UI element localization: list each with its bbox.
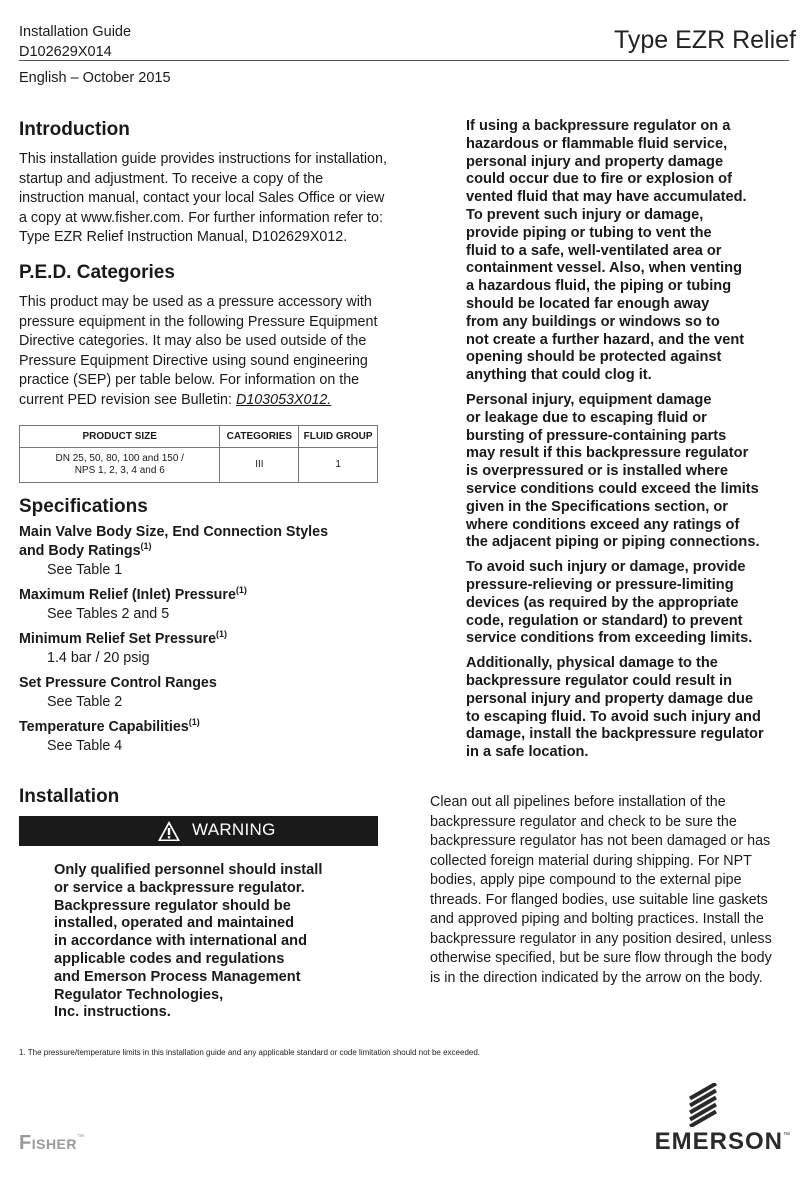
installation-heading: Installation [19,786,120,807]
clean-out-line: is in the direction indicated by the arrow on the body. [430,969,763,986]
footnote: 1. The pressure/temperature limits in this installation guide and any applicable standard or code limitation should not be exceeded. [19,1048,481,1057]
warning-line: Backpressure regulator should be [54,897,291,914]
footnote-ref: (1) [235,585,247,595]
footnote-ref: (1) [188,717,200,727]
warning-line: To avoid such injury or damage, provide [466,559,746,576]
bulletin-link[interactable]: D103053X012. [235,391,332,408]
warning-line: given in the Specifications section, or [466,498,728,515]
clean-out-line: backpressure regulator in any position desired, unless [430,930,772,947]
intro-line: instruction manual, contact your local Sales Office or view [19,190,385,206]
warning-line: containment vessel. Also, when venting [466,260,742,277]
warning-line: hazardous or flammable fluid service, [466,135,728,152]
warning-line: provide piping or tubing to vent the [466,224,712,241]
emerson-logo [655,1128,790,1156]
warning-line: vented fluid that may have accumulated. [466,189,747,206]
warning-label: WARNING [192,820,276,839]
ped-text [19,293,389,410]
warning-banner [19,816,378,846]
ped-line: This product may be used as a pressure accessory with [19,294,372,310]
spec-title [19,586,389,605]
table-header-product-size: PRODUCT SIZE [20,426,220,448]
spec-title-line2: and Body Ratings [19,543,141,559]
clean-out-line: Clean out all pipelines before installation of the [430,794,726,810]
clean-out-line: otherwise specified, but be sure flow through the body [430,950,772,966]
right-warning-text [466,118,796,762]
language-date: English – October 2015 [19,70,171,86]
warning-line: damage, install the backpressure regulator [466,726,764,743]
specifications-heading: Specifications [19,496,148,517]
warning-line: anything that could clog it. [466,367,652,384]
ped-table-header-row [20,426,378,448]
spec-value: See Tables 2 and 5 [47,606,170,622]
warning-line: personal injury and property damage [466,153,724,170]
spec-title [19,674,389,693]
clean-out-line: threads. For flanged bodies, use suitable line gaskets [430,891,768,908]
warning-line: to escaping fluid. To avoid such injury and [466,708,761,725]
ped-line [19,391,389,411]
warning-line: pressure-relieving or pressure-limiting [466,576,734,593]
intro-line: Type EZR Relief Instruction Manual, D102629X012. [19,229,348,245]
introduction-text [19,150,389,248]
warning-line: code, regulation or standard) to prevent [466,612,743,629]
warning-triangle-icon [157,819,181,843]
warning-line: Only qualified personnel should install [54,862,323,878]
warning-paragraph-2 [466,392,796,552]
trademark-mark: ™ [783,1132,790,1139]
warning-paragraph-1 [466,118,796,385]
warning-line: fluid to a safe, well-ventilated area or [466,242,722,259]
specifications-list [19,523,389,762]
warning-line: may result if this backpressure regulator [466,445,749,462]
intro-line: startup and adjustment. To receive a copy of the [19,170,324,187]
warning-line: devices (as required by the appropriate [466,594,739,611]
warning-line: should be located far enough away [466,295,710,312]
table-header-categories: CATEGORIES [220,426,299,448]
warning-line: opening should be protected against [466,349,722,366]
footnote-ref: (1) [140,541,152,551]
ped-line: pressure equipment in the following Pressure Equipment [19,313,378,330]
spec-title [19,542,389,561]
spec-title: Main Valve Body Size, End Connection Styles [19,524,329,540]
spec-item [19,718,389,756]
warning-line: Personal injury, equipment damage [466,391,712,408]
warning-paragraph-4 [466,655,796,762]
warning-line: a hazardous fluid, the piping or tubing [466,278,732,295]
spec-item [19,586,389,624]
warning-line: not create a further hazard, and the vent [466,331,745,348]
warning-line: If using a backpressure regulator on a [466,118,731,134]
warning-line: Inc. instructions. [54,1004,171,1021]
clean-out-line: collected foreign material during shipping. For NPT [430,852,752,869]
warning-line: backpressure regulator could result in [466,672,733,689]
ped-line: Directive categories. It may also be used outside of the [19,333,367,349]
doc-number: D102629X014 [19,44,112,60]
warning-line: in accordance with international and [54,933,308,950]
warning-line: service conditions from exceeding limits. [466,630,753,647]
warning-line: from any buildings or windows so to [466,313,720,330]
emerson-symbol-icon [682,1083,724,1127]
product-size-line1: DN 25, 50, 80, 100 and 150 / [55,453,184,464]
clean-out-line: and approved piping and bolting practices. Install the [430,911,764,927]
spec-title [19,630,389,649]
ped-heading: P.E.D. Categories [19,262,175,283]
header-rule [19,60,789,61]
warning-line: could occur due to fire or explosion of [466,171,732,188]
introduction-heading: Introduction [19,119,130,140]
table-header-fluid-group: FLUID GROUP [299,426,378,448]
ped-line: practice (SEP) per table below. For information on the [19,372,360,388]
spec-title-text: Maximum Relief (Inlet) Pressure [19,587,236,603]
warning-line: service conditions could exceed the limits [466,480,759,497]
installation-warning-text [54,862,384,1022]
warning-line: applicable codes and regulations [54,950,285,967]
clean-out-line: bodies, apply pipe compound to the external pipe [430,872,742,888]
trademark-mark: ™ [77,1134,85,1141]
doc-type: Installation Guide [19,24,132,40]
warning-paragraph-3 [466,559,796,648]
warning-line: in a safe location. [466,744,589,761]
spec-item [19,523,389,580]
document-title: Type EZR Relief [613,26,796,54]
intro-line: a copy at www.fisher.com. For further information refer to: [19,209,383,226]
spec-value: 1.4 bar / 20 psig [47,650,150,666]
spec-item [19,674,389,712]
ped-line: Pressure Equipment Directive using sound engineering [19,352,368,369]
warning-line: Regulator Technologies, [54,986,224,1003]
warning-line: personal injury and property damage due [466,690,754,707]
emerson-logo-text: EMERSON [654,1128,783,1155]
clean-out-text [430,793,800,988]
warning-line: Additionally, physical damage to the [466,655,718,672]
footnote-ref: (1) [216,629,228,639]
table-cell-product-size [20,448,220,483]
clean-out-line: backpressure regulator and check to be sure the [430,813,737,830]
spec-title-text: Set Pressure Control Ranges [19,675,217,691]
clean-out-line: backpressure regulator has not been damaged or has [430,833,771,849]
fisher-logo [19,1132,85,1155]
spec-value: See Table 4 [47,738,123,754]
warning-line: or service a backpressure regulator. [54,879,305,896]
table-cell-category: III [220,448,299,483]
warning-line: is overpressured or is installed where [466,463,728,480]
ped-last-line-prefix: current PED revision see Bulletin: [19,391,236,408]
fisher-logo-text: Fisher [19,1132,78,1154]
spec-value: See Table 1 [47,562,123,578]
warning-line: where conditions exceed any ratings of [466,516,740,533]
spec-title-text: Minimum Relief Set Pressure [19,631,217,647]
table-row [20,448,378,483]
warning-line: or leakage due to escaping fluid or [466,409,707,426]
table-cell-fluid-group: 1 [299,448,378,483]
warning-line: installed, operated and maintained [54,915,295,932]
product-size-line2: NPS 1, 2, 3, 4 and 6 [74,465,165,476]
spec-value: See Table 2 [47,694,123,710]
intro-line: This installation guide provides instructions for installation, [19,151,387,167]
warning-line: bursting of pressure-containing parts [466,427,727,444]
warning-line: To prevent such injury or damage, [466,206,704,223]
spec-title [19,718,389,737]
spec-item [19,630,389,668]
spec-title-text: Temperature Capabilities [19,719,189,735]
ped-table [19,425,378,483]
warning-line: the adjacent piping or piping connections. [466,534,760,551]
warning-line: and Emerson Process Management [54,968,301,985]
